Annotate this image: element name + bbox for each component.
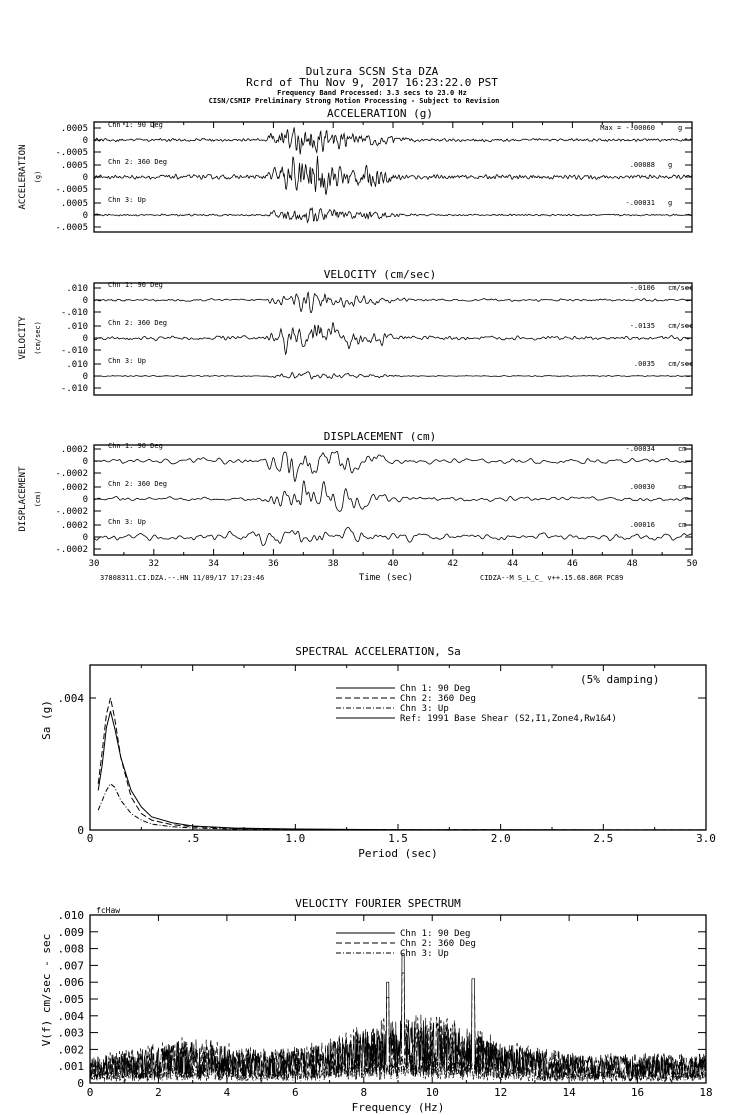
panel-acceleration xyxy=(18,107,692,233)
channel-label: Chn 1: 90 Deg xyxy=(108,121,163,129)
y-tick-label: .0002 xyxy=(60,521,88,531)
channel-label: Chn 3: Up xyxy=(108,357,146,365)
waveform-trace xyxy=(94,156,692,195)
y-tick-label: .008 xyxy=(57,942,84,956)
y-tick-label: 0 xyxy=(77,1077,84,1090)
peak-value: -.00031 xyxy=(625,199,655,207)
peak-unit: cm/sec xyxy=(668,284,694,292)
y-tick-label: .007 xyxy=(57,959,84,973)
y-tick-label: .0005 xyxy=(60,124,88,134)
time-footer xyxy=(100,573,623,583)
y-tick-label: .009 xyxy=(57,925,84,939)
waveform-trace xyxy=(94,372,692,379)
y-tick-label: -.010 xyxy=(60,346,88,356)
y-tick-label: .010 xyxy=(66,322,88,332)
y-tick-label: .004 xyxy=(57,1009,84,1023)
y-tick-label: .003 xyxy=(57,1026,84,1040)
panel-ylabel: VELOCITY xyxy=(18,316,28,360)
damping-note: (5% damping) xyxy=(580,673,660,686)
y-tick-label: .0002 xyxy=(60,483,88,493)
peak-value: .00016 xyxy=(629,521,655,529)
y-tick-label: 0 xyxy=(82,457,88,467)
waveform-trace xyxy=(94,292,692,312)
panel-title: VELOCITY (cm/sec) xyxy=(323,268,437,281)
time-tick-label: 30 xyxy=(88,559,100,569)
panel-yunit: (cm/sec) xyxy=(34,321,42,355)
fourier-spectrum-chart xyxy=(40,897,713,1114)
panel-velocity xyxy=(18,268,693,395)
waveform-trace xyxy=(94,527,692,545)
y-tick-label: .002 xyxy=(57,1043,84,1057)
channel-label: Chn 3: Up xyxy=(108,196,146,204)
peak-value: -.00034 xyxy=(625,445,655,453)
station-title: Dulzura SCSN Sta DZA xyxy=(305,65,439,78)
channel-label: Chn 2: 360 Deg xyxy=(108,319,168,327)
panel-title: ACCELERATION (g) xyxy=(327,107,433,120)
legend-label: Ref: 1991 Base Shear (S2,I1,Zone4,Rw1&4) xyxy=(400,714,617,724)
x-tick-label: 2.5 xyxy=(593,832,614,845)
time-tick-label: 50 xyxy=(686,559,698,569)
peak-value: .00088 xyxy=(629,161,655,169)
y-tick-label: .010 xyxy=(57,909,84,922)
peak-value: Max = -.00060 xyxy=(600,124,655,132)
x-axis-label: Frequency (Hz) xyxy=(351,1101,445,1114)
y-tick-label: -.0005 xyxy=(55,185,88,195)
time-tick-label: 38 xyxy=(327,559,339,569)
peak-value: -.0106 xyxy=(629,284,655,292)
x-tick-label: 6 xyxy=(292,1086,299,1099)
time-series-panels xyxy=(18,107,697,569)
panel-ylabel: ACCELERATION xyxy=(18,144,28,210)
y-tick-label: -.010 xyxy=(60,384,88,394)
x-tick-label: 18 xyxy=(699,1086,713,1099)
corner-label: fcHaw xyxy=(96,906,121,915)
y-tick-label: 0 xyxy=(82,372,88,382)
channel-label: Chn 1: 90 Deg xyxy=(108,281,163,289)
y-tick-label: -.0002 xyxy=(55,469,88,479)
y-tick-label: 0 xyxy=(82,173,88,183)
panel-title: DISPLACEMENT (cm) xyxy=(323,430,437,443)
y-tick-label: -.0005 xyxy=(55,223,88,233)
y-tick-label: .006 xyxy=(57,976,84,990)
x-axis-label: Period (sec) xyxy=(358,847,438,860)
time-tick-label: 34 xyxy=(208,559,220,569)
time-tick-label: 44 xyxy=(507,559,519,569)
channel-label: Chn 2: 360 Deg xyxy=(108,480,168,488)
y-tick-label: .004 xyxy=(57,692,84,705)
x-tick-label: 4 xyxy=(223,1086,231,1099)
y-tick-label: .0002 xyxy=(60,445,88,455)
x-tick-label: 14 xyxy=(562,1086,576,1099)
chart-title: VELOCITY FOURIER SPECTRUM xyxy=(295,897,461,910)
panel-yunit: (g) xyxy=(34,170,42,184)
x-tick-label: 1.5 xyxy=(388,832,408,845)
y-tick-label: -.010 xyxy=(60,308,88,318)
peak-value: -.0135 xyxy=(629,322,655,330)
time-tick-label: 48 xyxy=(626,559,638,569)
x-tick-label: 0 xyxy=(86,832,94,845)
peak-unit: cm xyxy=(678,521,687,529)
spectral-acceleration-chart xyxy=(40,645,716,860)
y-tick-label: .005 xyxy=(57,993,84,1006)
peak-unit: cm xyxy=(678,483,687,491)
processing-note: CISN/CSMIP Preliminary Strong Motion Processing - Subject to Revision xyxy=(208,97,500,105)
time-tick-label: 40 xyxy=(387,559,399,569)
processing-id: CIDZA--M S_L_C_ v++.15.68.86R PC89 xyxy=(480,574,624,582)
legend-label: Chn 1: 90 Deg xyxy=(400,684,471,694)
y-tick-label: 0 xyxy=(82,533,88,543)
channel-label: Chn 1: 90 Deg xyxy=(108,442,163,450)
peak-value: .0035 xyxy=(633,360,655,368)
y-tick-label: .0005 xyxy=(60,199,88,209)
spectrum-series xyxy=(98,784,706,830)
peak-unit: cm/sec xyxy=(668,322,694,330)
chart-frame xyxy=(90,665,706,830)
time-tick-label: 36 xyxy=(267,559,279,569)
peak-unit: g xyxy=(668,199,673,207)
x-tick-label: 0 xyxy=(86,1086,94,1099)
time-tick-label: 46 xyxy=(566,559,578,569)
y-axis-label: Sa (g) xyxy=(40,700,53,740)
y-tick-label: 0 xyxy=(82,211,88,221)
x-tick-label: 2 xyxy=(155,1086,162,1099)
time-tick-label: 42 xyxy=(447,559,459,569)
record-time: Rcrd of Thu Nov 9, 2017 16:23:22.0 PST xyxy=(246,76,498,89)
y-tick-label: 0 xyxy=(77,824,84,837)
peak-unit: g xyxy=(668,161,673,169)
y-tick-label: .010 xyxy=(66,284,88,294)
x-tick-label: 10 xyxy=(425,1086,439,1099)
waveform-trace xyxy=(94,481,692,511)
legend-label: Chn 3: Up xyxy=(400,704,449,714)
waveform-trace xyxy=(94,208,692,223)
y-tick-label: 0 xyxy=(82,334,88,344)
waveform-trace xyxy=(94,451,692,481)
peak-unit: cm xyxy=(678,445,687,453)
y-tick-label: -.0005 xyxy=(55,148,88,158)
x-tick-label: 3.0 xyxy=(696,832,716,845)
y-tick-label: 0 xyxy=(82,136,88,146)
legend-label: Chn 2: 360 Deg xyxy=(400,694,476,704)
y-tick-label: 0 xyxy=(82,495,88,505)
x-tick-label: 12 xyxy=(494,1086,508,1099)
peak-unit: cm/sec xyxy=(668,360,694,368)
panel-displacement xyxy=(18,430,692,555)
y-tick-label: -.0002 xyxy=(55,507,88,517)
channel-label: Chn 2: 360 Deg xyxy=(108,158,168,166)
y-axis-label: V(f) cm/sec - sec xyxy=(40,933,53,1047)
x-tick-label: .5 xyxy=(186,832,200,845)
time-tick-label: 32 xyxy=(148,559,160,569)
legend-label: Chn 3: Up xyxy=(400,949,449,959)
frequency-band: Frequency Band Processed: 3.3 secs to 23.0 Hz xyxy=(277,89,467,97)
y-tick-label: 0 xyxy=(82,296,88,306)
spectrum-series xyxy=(98,711,706,830)
peak-unit: g xyxy=(678,124,683,132)
legend-label: Chn 1: 90 Deg xyxy=(400,929,471,939)
y-tick-label: .0005 xyxy=(60,161,88,171)
header xyxy=(209,65,500,105)
x-tick-label: 2.0 xyxy=(490,832,511,845)
y-tick-label: .001 xyxy=(57,1060,84,1074)
waveform-trace xyxy=(94,323,692,354)
channel-label: Chn 3: Up xyxy=(108,518,146,526)
record-id: 37808311.CI.DZA.--.HN 11/09/17 17:23:46 xyxy=(100,574,265,582)
panel-ylabel: DISPLACEMENT xyxy=(18,466,28,532)
y-tick-label: .010 xyxy=(66,360,88,370)
y-tick-label: -.0002 xyxy=(55,545,88,555)
x-tick-label: 8 xyxy=(360,1086,368,1099)
time-axis-label: Time (sec) xyxy=(358,573,414,583)
x-tick-label: 1.0 xyxy=(285,832,306,845)
chart-title: SPECTRAL ACCELERATION, Sa xyxy=(295,645,461,658)
legend-label: Chn 2: 360 Deg xyxy=(400,939,476,949)
peak-value: .00030 xyxy=(629,483,655,491)
panel-yunit: (cm) xyxy=(34,490,42,508)
x-tick-label: 16 xyxy=(630,1086,645,1099)
